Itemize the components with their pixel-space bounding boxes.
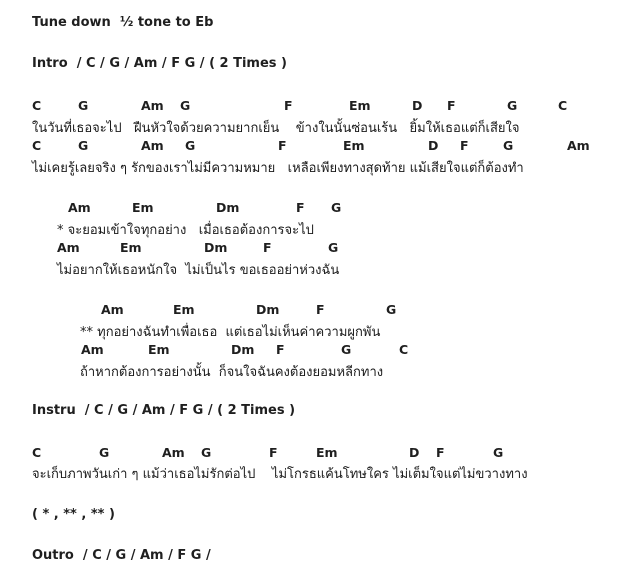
- lyric-line: ไม่เคยรู้เลยจริง ๆ รักของเราไม่มีความหมาย เหลือเพียงทางสุดท้าย แม้เสียใจแต่ก็ต้องทำ: [32, 161, 524, 176]
- chord-label: G: [331, 200, 342, 215]
- chord-label: Am: [81, 342, 104, 357]
- chord-label: F: [436, 445, 445, 460]
- lyric-line: ในวันที่เธอจะไป ฝืนหัวใจด้วยความยากเย็น ข้างในนั้นซ่อนเร้น ยิ้มให้เธอแต่ก็เสียใจ: [32, 121, 520, 136]
- chord-label: Dm: [216, 200, 240, 215]
- lyric-line: ไม่อยากให้เธอหนักใจ ไม่เป็นไร ขอเธออย่าห่วงฉัน: [57, 263, 340, 278]
- chord-label: G: [341, 342, 352, 357]
- chord-line: [0, 200, 620, 218]
- chord-label: Em: [120, 240, 142, 255]
- chord-line: [0, 138, 620, 156]
- chord-label: G: [99, 445, 110, 460]
- outro-line: Outro / C / G / Am / F G /: [32, 548, 211, 563]
- chord-label: Em: [148, 342, 170, 357]
- chord-label: D: [412, 98, 423, 113]
- chord-label: F: [447, 98, 456, 113]
- lyric-line: ** ทุกอย่างฉันทำเพื่อเธอ แต่เธอไม่เห็นค่าความผูกพัน: [80, 325, 381, 340]
- instru-line: Instru / C / G / Am / F G / ( 2 Times ): [32, 403, 296, 418]
- chord-label: Am: [68, 200, 91, 215]
- chord-label: G: [201, 445, 212, 460]
- chord-label: F: [276, 342, 285, 357]
- chord-label: F: [296, 200, 305, 215]
- chord-label: Am: [162, 445, 185, 460]
- chord-label: Em: [173, 302, 195, 317]
- chord-label: C: [32, 138, 42, 153]
- tuning-note: Tune down ½ tone to Eb: [32, 15, 214, 30]
- chord-line: [0, 98, 620, 116]
- chord-label: Am: [141, 98, 164, 113]
- chord-label: F: [269, 445, 278, 460]
- chord-label: G: [78, 98, 89, 113]
- chord-label: Am: [57, 240, 80, 255]
- lyric-line: * จะยอมเข้าใจทุกอย่าง เมื่อเธอต้องการจะไป: [57, 223, 314, 238]
- chord-label: G: [185, 138, 196, 153]
- chord-label: C: [399, 342, 409, 357]
- chord-label: Em: [349, 98, 371, 113]
- chord-label: G: [328, 240, 339, 255]
- chord-label: C: [558, 98, 568, 113]
- chord-label: Em: [132, 200, 154, 215]
- chord-label: G: [180, 98, 191, 113]
- chord-line: [0, 342, 620, 360]
- chord-label: Am: [567, 138, 590, 153]
- chord-label: D: [428, 138, 439, 153]
- repeat-marker: ( * , ** , ** ): [32, 507, 115, 522]
- chord-label: Dm: [231, 342, 255, 357]
- chord-label: G: [493, 445, 504, 460]
- chord-label: F: [460, 138, 469, 153]
- chord-label: Am: [141, 138, 164, 153]
- chord-label: F: [263, 240, 272, 255]
- chord-label: Em: [316, 445, 338, 460]
- chord-line: [0, 445, 620, 463]
- chord-label: F: [316, 302, 325, 317]
- chord-label: C: [32, 98, 42, 113]
- intro-line: Intro / C / G / Am / F G / ( 2 Times ): [32, 56, 287, 71]
- chord-line: [0, 240, 620, 258]
- chord-label: G: [78, 138, 89, 153]
- chord-label: G: [503, 138, 514, 153]
- chord-label: C: [32, 445, 42, 460]
- chord-label: G: [386, 302, 397, 317]
- lyric-line: ถ้าหากต้องการอย่างนั้น ก็จนใจฉันคงต้องยอมหลีกทาง: [80, 365, 384, 380]
- chord-label: Dm: [204, 240, 228, 255]
- chord-label: F: [278, 138, 287, 153]
- chord-label: Dm: [256, 302, 280, 317]
- chord-label: F: [284, 98, 293, 113]
- chord-label: D: [409, 445, 420, 460]
- chord-label: Am: [101, 302, 124, 317]
- lyric-line: จะเก็บภาพวันเก่า ๆ แม้ว่าเธอไม่รักต่อไป ไม่โกรธแค้นโทษใคร ไม่เต็มใจแต่ไม่ขวางทาง: [32, 467, 528, 482]
- chord-label: G: [507, 98, 518, 113]
- chord-line: [0, 302, 620, 320]
- chord-label: Em: [343, 138, 365, 153]
